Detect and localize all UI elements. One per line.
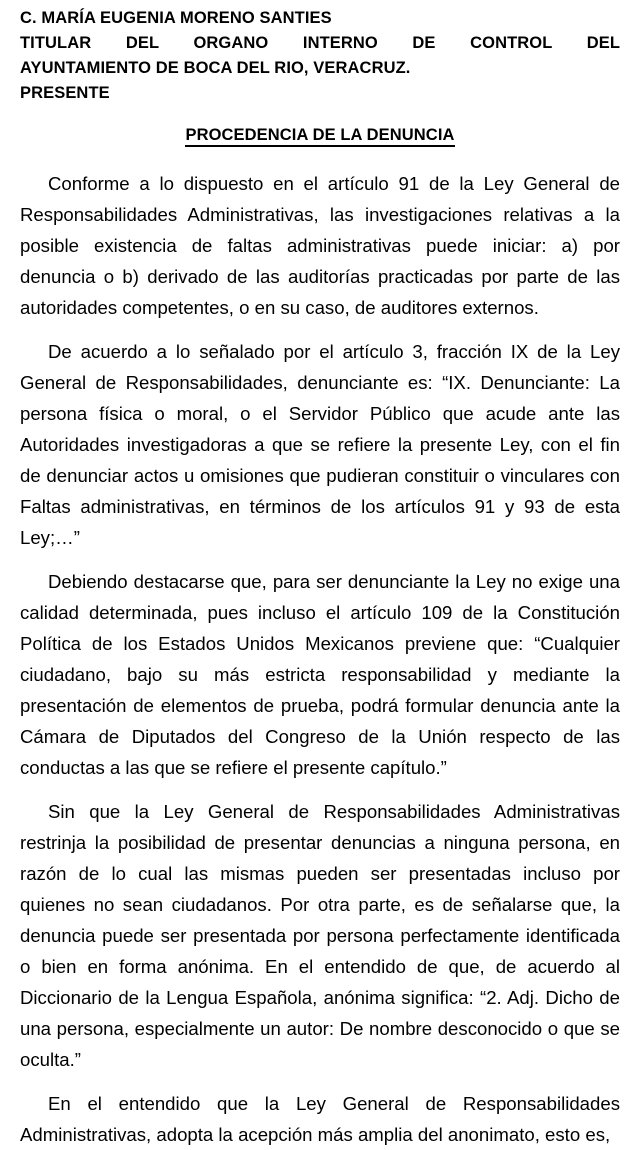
paragraph-procedencia-2: De acuerdo a lo señalado por el artículo 3, fracción IX de la Ley General de Responsabilidades, denunciante es: “IX. Denunciante: La persona física o moral, o el Servidor Público que acude ante las Autoridades investigadoras a que se refiere la presente Ley, con el fin de denunciar actos u omisiones que pudieran constituir o vinculares con Faltas administrativas, en términos de los artículos 91 y 93 de esta Ley;…” [20,341,620,548]
recipient-name: C. MARÍA EUGENIA MORENO SANTIES [20,9,332,27]
recipient-title-line-2: AYUNTAMIENTO DE BOCA DEL RIO, VERACRUZ. [20,59,411,77]
paragraph-procedencia-1: Conforme a lo dispuesto en el artículo 91 de la Ley General de Responsabilidades Administrativas, las investigaciones relativas a la posible existencia de faltas administrativas puede iniciar: a) por denuncia o b) derivado de las auditorías practicadas por parte de las autoridades competentes, o en su caso, de auditores externos. [20,173,620,318]
paragraph-procedencia-3: Debiendo destacarse que, para ser denunciante la Ley no exige una calidad determinada, pues incluso el artículo 109 de la Constitución Política de los Estados Unidos Mexicanos previene que: “Cualquier ciudadano, bajo su más estricta responsabilidad y mediante la presentación de elementos de prueba, podrá formular denuncia ante la Cámara de Diputados del Congreso de la Unión respecto de las conductas a las que se refiere el presente capítulo.” [20,571,620,778]
section-title [20,123,620,148]
paragraph-procedencia-4: Sin que la Ley General de Responsabilidades Administrativas restrinja la posibilidad de presentar denuncias a ninguna persona, en razón de lo cual las mismas pueden ser presentadas incluso por quienes no sean ciudadanos. Por otra parte, es de señalarse que, la denuncia puede ser presentada por persona perfectamente identificada o bien en forma anónima. En el entendido de que, de acuerdo al Diccionario de la Lengua Española, anónima significa: “2. Adj. Dicho de una persona, especialmente un autor: De nombre desconocido o que se oculta.” [20,801,620,1070]
recipient-salutation: PRESENTE [20,84,110,102]
recipient-block [20,6,620,106]
section-title-text: PROCEDENCIA DE LA DENUNCIA [185,126,454,147]
recipient-title-line-1: TITULAR DEL ORGANO INTERNO DE CONTROL DEL [20,34,620,52]
paragraph-procedencia-5: En el entendido que la Ley General de Responsabilidades Administrativas, adopta la acepción más amplia del anonimato, esto es, [20,1093,620,1145]
